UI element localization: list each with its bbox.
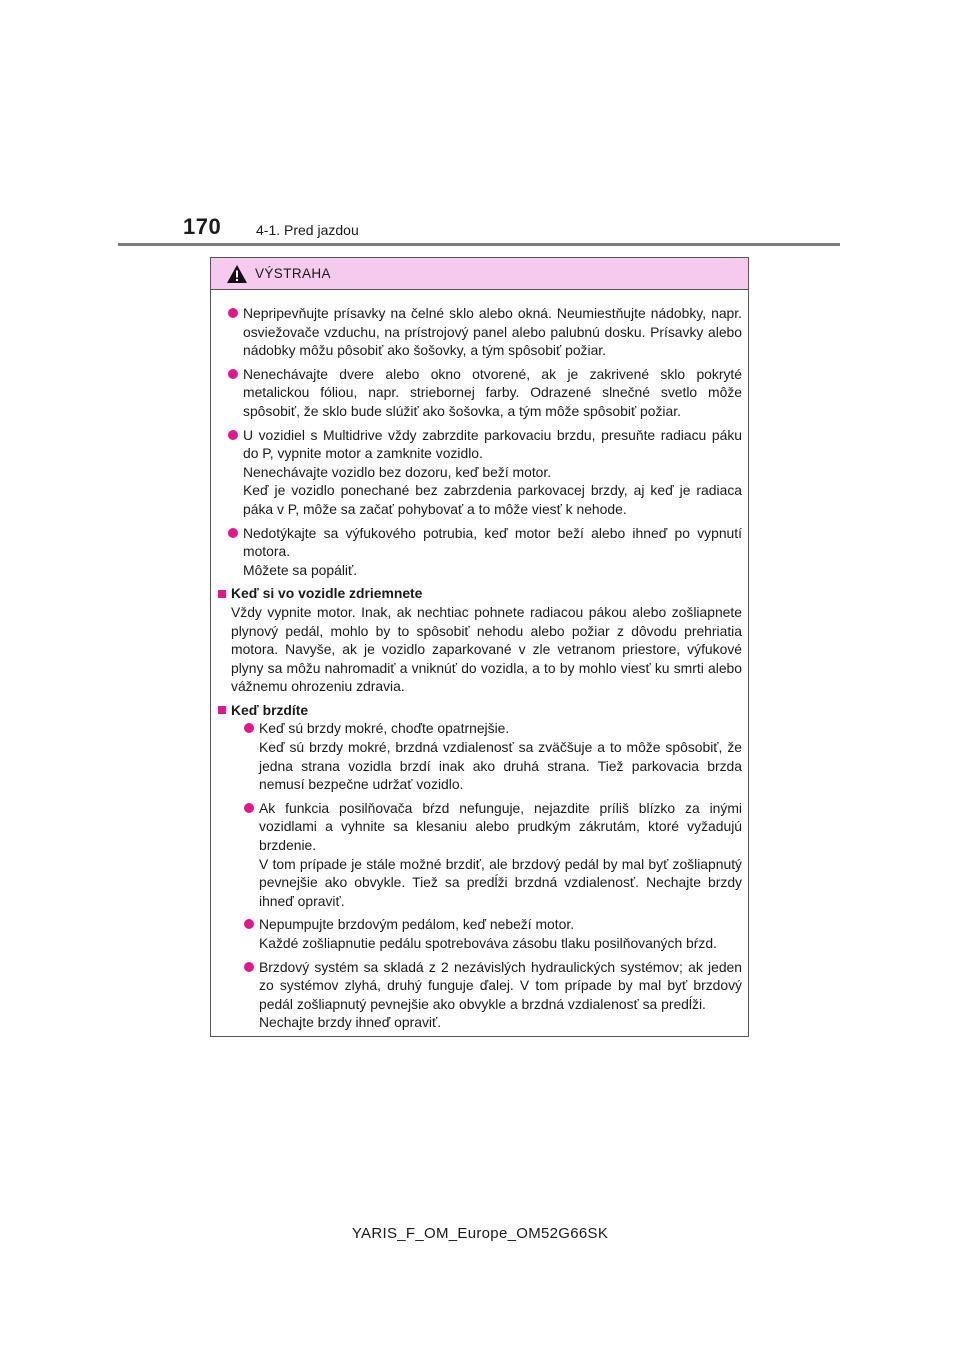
section-title: 4-1. Pred jazdou bbox=[256, 222, 359, 238]
warning-header bbox=[211, 258, 748, 290]
list-item-text bbox=[259, 915, 742, 952]
list-item-line: Keď sú brzdy mokré, choďte opatrnejšie. bbox=[259, 720, 510, 737]
list-item bbox=[215, 524, 742, 580]
list-item bbox=[215, 365, 742, 421]
round-bullet-icon bbox=[244, 723, 254, 733]
round-bullet-icon bbox=[228, 369, 238, 379]
round-bullet-icon bbox=[244, 962, 254, 972]
warning-triangle-icon bbox=[226, 264, 248, 284]
list-item-text bbox=[243, 426, 742, 519]
round-bullet-icon bbox=[228, 308, 238, 318]
list-item-line: U vozidiel s Multidrive vždy zabrzdite parkovaciu brzdu, presuňte radiacu páku do P, vypnite motor a zamknite vozidlo. bbox=[243, 426, 742, 462]
list-item-line: Nedotýkajte sa výfukového potrubia, keď motor beží alebo ihneď po vypnutí motora. bbox=[243, 524, 742, 560]
list-item bbox=[215, 958, 742, 1032]
list-item bbox=[215, 426, 742, 519]
page-number: 170 bbox=[183, 214, 222, 239]
list-item bbox=[215, 915, 742, 952]
list-item-line: Ak funkcia posilňovača bŕzd nefunguje, nejazdite príliš blízko za inými vozidlami a vyhnite sa klesaniu alebo prudkým zákrutám, ktoré vyžadujú brzdenie. bbox=[259, 799, 742, 854]
sleeping-text: Vždy vypnite motor. Inak, ak nechtiac pohnete radiacou pákou alebo zošliapnete plynový pedál, mohlo by to spôsobiť nehodu alebo požiar z dôvodu prehriatia motora. Navyše, ak je vozidlo zaparkované v zle vetranom priestore, výfukové plyny sa môžu nahromadiť a vniknúť do vozidla, a to by mohlo viesť ku smrti alebo vážnemu ohrozeniu zdravia. bbox=[231, 603, 742, 695]
list-item-text bbox=[243, 304, 742, 360]
round-bullet-icon bbox=[228, 528, 238, 538]
list-item-text bbox=[259, 719, 742, 793]
list-item-text bbox=[259, 799, 742, 911]
warning-body bbox=[211, 290, 748, 1032]
document-code: YARIS_F_OM_Europe_OM52G66SK bbox=[351, 1225, 609, 1242]
warning-box bbox=[210, 257, 749, 1037]
list-item-text bbox=[259, 958, 742, 1032]
sleeping-heading: Keď si vo vozidle zdriemnete bbox=[215, 584, 742, 603]
list-item bbox=[215, 799, 742, 911]
list-item-line: V tom prípade je stále možné brzdiť, ale brzdový pedál by mal byť zošliapnutý pevnejšie ako obvykle. Tiež sa predĺži brzdná vzdialenosť. Nechajte brzdy ihneď opraviť. bbox=[259, 855, 742, 909]
header-rule bbox=[118, 243, 840, 246]
round-bullet-icon bbox=[244, 919, 254, 929]
list-item-line: Nepripevňujte prísavky na čelné sklo alebo okná. Neumiestňujte nádobky, napr. osviežovače vzduchu, na prístrojový panel alebo palubnú dosku. Prísavky alebo nádobky môžu pôsobiť ako šošovky, a tým spôsobiť požiar. bbox=[243, 305, 742, 359]
round-bullet-icon bbox=[244, 803, 254, 813]
braking-list bbox=[215, 719, 742, 1032]
square-bullet-icon bbox=[218, 706, 226, 714]
list-item-line: Brzdový systém sa skladá z 2 nezávislých hydraulických systémov; ak jeden zo systémov zlyhá, druhý funguje ďalej. V tom prípade by mal byť brzdový pedál zošliapnutý pevnejšie ako obvykle a brzdná vzdialenosť sa predĺži. bbox=[259, 958, 742, 1012]
list-item-line: Keď sú brzdy mokré, brzdná vzdialenosť sa zväčšuje a to môže spôsobiť, že jedna strana vozidla brzdí inak ako druhá strana. Tiež parkovacia brzda nemusí bezpečne udržať vozidlo. bbox=[259, 739, 742, 793]
list-item-line: Môžete sa popáliť. bbox=[243, 561, 358, 578]
round-bullet-icon bbox=[228, 430, 238, 440]
list-item-line: Keď je vozidlo ponechané bez zabrzdenia parkovacej brzdy, aj keď je radiaca páka v P, môže sa začať pohybovať a to môže viesť k nehode. bbox=[243, 482, 742, 517]
warning-title: VÝSTRAHA bbox=[255, 266, 331, 281]
list-item-line: Nenechávajte vozidlo bez dozoru, keď beží motor. bbox=[243, 463, 552, 480]
list-item-line: Nepumpujte brzdovým pedálom, keď nebeží motor. bbox=[259, 916, 575, 933]
list-item bbox=[215, 304, 742, 360]
square-bullet-icon bbox=[218, 590, 226, 598]
list-item-line: Každé zošliapnutie pedálu spotrebováva zásobu tlaku posilňovaných bŕzd. bbox=[259, 935, 717, 951]
list-item bbox=[215, 719, 742, 793]
list-item-line: Nechajte brzdy ihneď opraviť. bbox=[259, 1014, 442, 1031]
warning-list bbox=[215, 304, 742, 579]
list-item-line: Nenechávajte dvere alebo okno otvorené, ak je zakrivené sklo pokryté metalickou fóliou, napr. striebornej farby. Odrazené slnečné svetlo môže spôsobiť, že sklo bude slúžiť ako šošovka, a tým môže spôsobiť požiar. bbox=[243, 365, 742, 419]
braking-heading: Keď brzdíte bbox=[215, 701, 742, 720]
list-item-text bbox=[243, 524, 742, 580]
list-item-text bbox=[243, 365, 742, 421]
